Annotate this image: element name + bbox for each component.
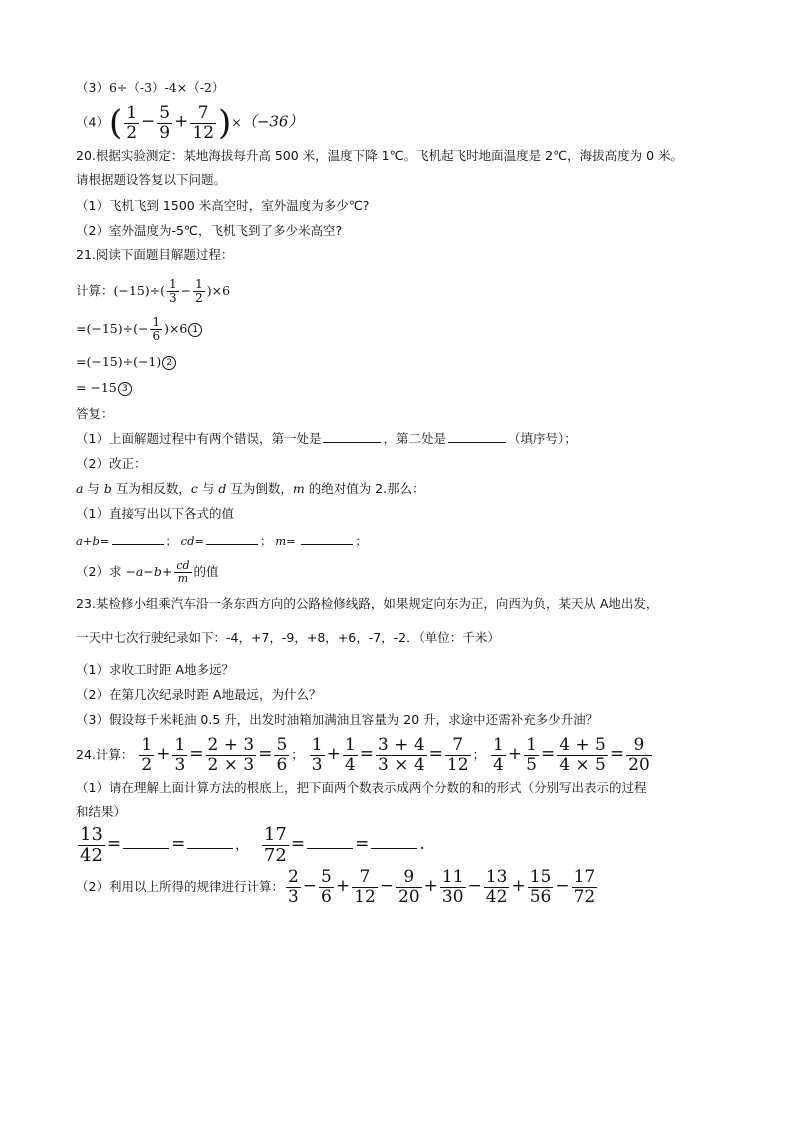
operator: − xyxy=(302,876,318,896)
fraction: $\frac{7}{12}$ xyxy=(446,735,469,775)
operator: − xyxy=(467,876,482,896)
q24-sub1-line1: （1）请在理解上面计算方法的根底上，把下面两个数表示成两个分数的和的形式（分别写出表示的过程 xyxy=(76,780,647,795)
fraction: $\frac{13}{42}$ xyxy=(485,867,508,907)
answer-blank[interactable] xyxy=(112,532,164,545)
q21-answer: 答复： xyxy=(76,406,114,421)
fraction: $\frac{1}{6}$ xyxy=(152,314,161,343)
q22-intro: a 与 b 互为相反数，c 与 d 互为倒数，m 的绝对值为 2.那么： xyxy=(76,481,425,496)
answer-blank[interactable] xyxy=(307,834,353,849)
fraction: $\frac{1}{2}$ xyxy=(126,103,138,143)
operator: − xyxy=(379,876,395,896)
operator: + xyxy=(335,876,351,896)
fraction: $\frac{15}{56}$ xyxy=(529,867,552,907)
fraction: $\frac{9}{20}$ xyxy=(628,735,650,775)
answer-blank[interactable] xyxy=(323,430,381,443)
problem-4-label: （4） xyxy=(76,114,109,130)
step-marker-3: 3 xyxy=(118,382,132,396)
fraction: $\frac{9}{20}$ xyxy=(398,867,420,907)
q21-step2: =(−15)÷(−1) 2 xyxy=(76,354,176,370)
q23-line1: 23.某检修小组乘汽车沿一条东西方向的公路检修线路，如果规定向东为正，向西为负，某天从 A地出发， xyxy=(76,596,659,611)
fraction: $\frac{3 + 4}{3 \times 4}$ xyxy=(377,735,425,775)
fraction: $\frac{1}{4}$ xyxy=(493,735,504,775)
fraction: $\frac{7}{12}$ xyxy=(192,103,215,143)
q20-line1: 20.根据实验测定：某地海拔每升高 500 米，温度下降 1℃。飞机起飞时地面温度是 2℃，海拔高度为 0 米。 xyxy=(76,148,684,163)
fraction: $\frac{5}{9}$ xyxy=(159,103,171,143)
q24-sub2: （2）利用以上所得的规律进行计算： $\frac{2}{3}$ − $\frac{5}{6}$ + $\frac{7}{12}$ − $\frac{9}{20}$ + $\frac{11}{30}$ − $\frac{13}{42}$ + $\frac{15}{56}$ − $\frac{17}{72}$ xyxy=(76,866,599,907)
operator: + xyxy=(511,876,526,896)
q23-line2: 一天中七次行驶纪录如下：-4，+7，-9，+8，+6，-7，-2．（单位：千米） xyxy=(76,630,500,645)
q21-title: 21.阅读下面题目解题过程： xyxy=(76,247,234,262)
fraction: $\frac{2 + 3}{2 \times 3}$ xyxy=(207,735,255,775)
answer-blank[interactable] xyxy=(448,430,506,443)
fraction: $\frac{4 + 5}{4 \times 5}$ xyxy=(559,735,606,775)
fraction: $\frac{13}{42}$ xyxy=(80,824,103,866)
q20-sub1: （1）飞机飞到 1500 米高空时，室外温度为多少℃? xyxy=(76,198,370,213)
answer-blank[interactable] xyxy=(123,834,169,849)
fraction: $\frac{1}{3}$ xyxy=(169,276,177,305)
problem-4: （4）( $\frac{1}{2}$ − $\frac{5}{9}$ + $\frac{7}{12}$ )×（−36） xyxy=(76,103,304,144)
fraction: $\frac{17}{72}$ xyxy=(573,867,596,907)
fraction: $\frac{1}{2}$ xyxy=(141,735,153,775)
fraction: $\frac{1}{2}$ xyxy=(195,276,203,305)
problem-3-label: （3） xyxy=(76,80,109,95)
q21-step3: = −15 3 xyxy=(76,380,132,396)
q20-line2: 请根据题设答复以下问题。 xyxy=(76,172,227,187)
fraction: $\frac{1}{3}$ xyxy=(174,735,186,775)
q24-fill-row: $\frac{13}{42}$ = = ， $\frac{17}{72}$ = = . xyxy=(80,824,425,866)
step-marker-2: 2 xyxy=(162,356,176,370)
q21-step1: =(−15)÷(− $\frac{1}{6}$ )×6 1 xyxy=(76,314,202,344)
problem-3 xyxy=(76,80,224,96)
fraction: $\frac{2}{3}$ xyxy=(287,867,299,907)
q22-sub1: （1）直接写出以下各式的值 xyxy=(76,506,234,521)
q24-sub1-line2: 和结果） xyxy=(76,804,127,819)
answer-blank[interactable] xyxy=(301,532,353,545)
step-marker-1: 1 xyxy=(188,323,202,337)
q23-sub3: （3）假设每千米耗油 0.5 升，出发时油箱加满油且容量为 20 升，求途中还需补充多少升油？ xyxy=(76,712,599,727)
q21-a2: （2）改正： xyxy=(76,456,147,471)
fraction: $\frac{1}{5}$ xyxy=(526,735,537,775)
fraction: $\frac{17}{72}$ xyxy=(263,824,287,866)
operator: − xyxy=(555,876,570,896)
answer-blank[interactable] xyxy=(206,532,258,545)
fraction: $\frac{11}{30}$ xyxy=(441,867,464,907)
problem-3-expression: 6÷（-3）-4×（-2） xyxy=(108,80,225,95)
q24-examples: 24.计算： $\frac{1}{2}$ + $\frac{1}{3}$ = $\frac{2 + 3}{2 \times 3}$ = $\frac{5}{6}$ ； $\frac{1}{3}$ + $\frac{1}{4}$ = $\frac{3 + 4}{3 \times 4}$ = $\frac{7}{12}$ ； $\frac{1}{4}$ + $\frac{1}{5}$ = $\frac{4 + 5}{4 \times 5}$ = $\frac{9}{20}$ xyxy=(76,735,650,775)
q23-sub1: （1）求收工时距 A地多远？ xyxy=(76,662,234,677)
answer-blank[interactable] xyxy=(187,834,233,849)
q20-sub2: （2）室外温度为-5℃，飞机飞到了多少米高空? xyxy=(76,223,343,238)
q22-sub2: （2）求 −a−b+ $\frac{cd}{m}$ 的值 xyxy=(76,558,219,585)
fraction: $\frac{cd}{m}$ xyxy=(176,558,190,585)
q22-fill-row: a+b= ； cd= ； m= ； xyxy=(76,534,367,548)
q21-a1: （1）上面解题过程中有两个错误，第一处是 ，第二处是 （填序号）； xyxy=(76,431,577,446)
fraction: $\frac{5}{6}$ xyxy=(276,735,288,775)
q21-calc: 计算：(−15)÷( $\frac{1}{3}$ − $\frac{1}{2}$ )×6 xyxy=(76,276,231,305)
operator: + xyxy=(423,876,438,896)
answer-blank[interactable] xyxy=(371,834,417,849)
q23-sub2: （2）在第几次纪录时距 A地最远，为什么？ xyxy=(76,687,322,702)
fraction: $\frac{1}{3}$ xyxy=(311,735,323,775)
problem-4-tail: （−36） xyxy=(241,112,304,131)
fraction: $\frac{7}{12}$ xyxy=(354,867,376,907)
fraction: $\frac{5}{6}$ xyxy=(321,867,332,907)
fraction: $\frac{1}{4}$ xyxy=(344,735,356,775)
